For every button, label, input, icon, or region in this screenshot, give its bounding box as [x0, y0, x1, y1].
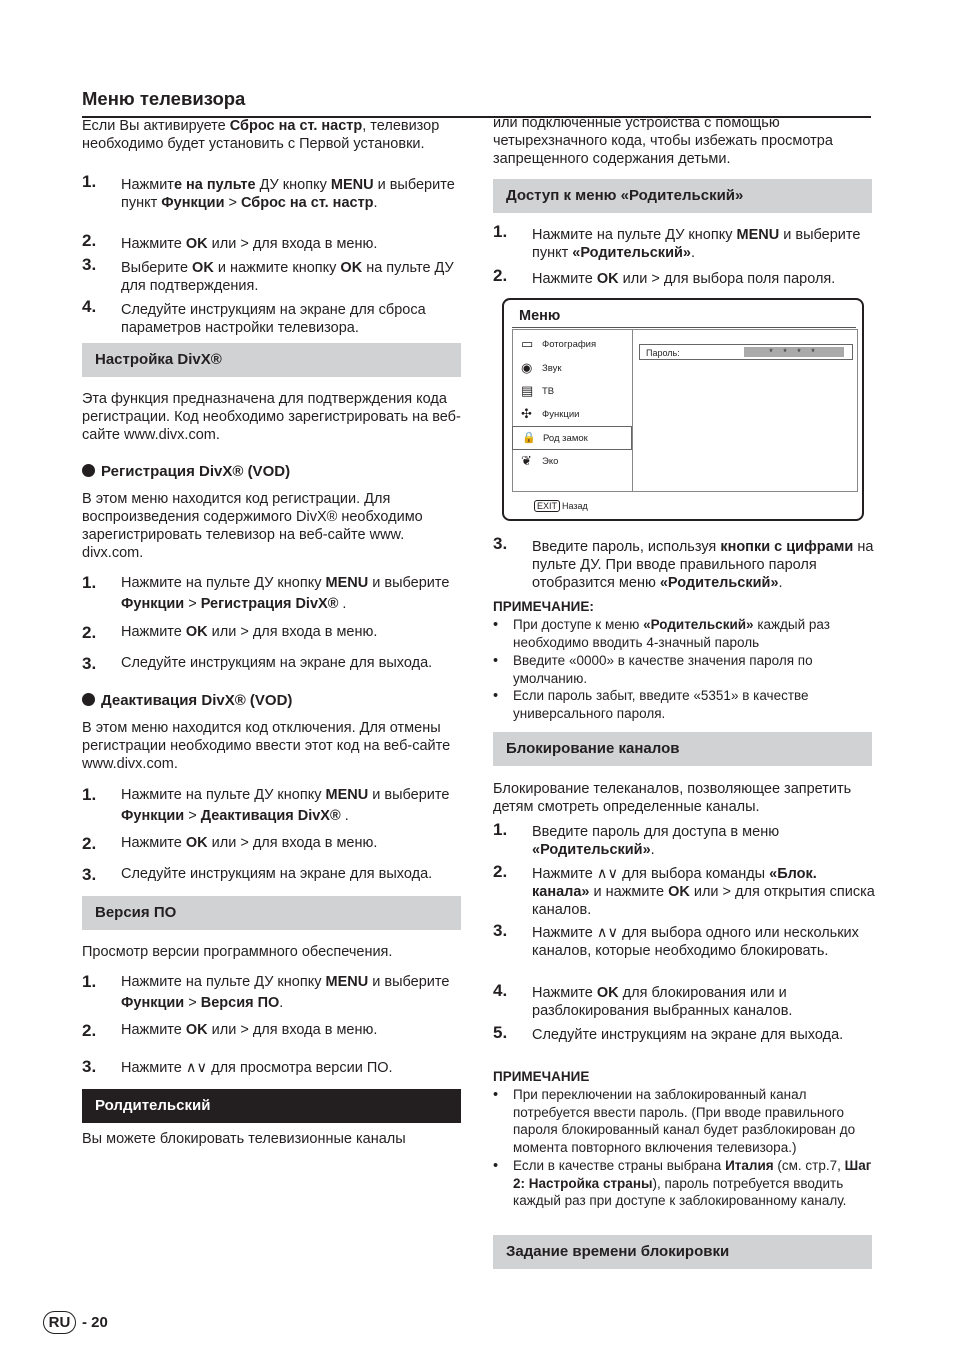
version-section-header: Версия ПО: [82, 896, 461, 930]
up-down-arrows-icon: ∧∨: [596, 866, 619, 882]
bullet-dot-icon: [82, 693, 95, 706]
functions-icon: ✣: [521, 406, 532, 421]
menu-item-tv[interactable]: ▤ ТВ: [521, 383, 555, 398]
reg-description: В этом меню находится код регистрации. Для воспроизведения содержимого DivX® необходимо зарегистрировать телевизор на веб-сайте www. divx.com.: [82, 491, 423, 561]
chevron-right-icon: >: [240, 835, 249, 851]
menu-item-parental-lock[interactable]: 🔒 Род замок: [512, 426, 632, 450]
language-badge: RU: [43, 1311, 76, 1334]
divx-section-header: Настройка DivX®: [82, 343, 461, 377]
up-down-arrows-icon: ∧∨: [185, 1060, 208, 1076]
eco-icon: ❦: [521, 453, 532, 468]
parental-description: Вы можете блокировать телевизионные каналы: [82, 1131, 406, 1147]
tv-icon: ▤: [521, 383, 534, 398]
parental-menu-screenshot: [493, 298, 873, 522]
parental-description-cont: или подключенные устройства с помощью четырехзначного кода, чтобы избежать просмотра запрещенного содержания детьми.: [493, 115, 833, 167]
bullet-dot-icon: [82, 464, 95, 477]
version-description: Просмотр версии программного обеспечения.: [82, 944, 393, 960]
reset-intro: Если Вы активируете Сброс на ст. настр, телевизор необходимо будет установить с Первой установки.: [82, 118, 440, 152]
up-down-arrows-icon: ∧∨: [596, 925, 619, 941]
page-title: Меню телевизора: [82, 88, 246, 109]
menu-window: [502, 298, 864, 521]
photo-icon: ▭: [521, 336, 534, 351]
password-field[interactable]: Пароль: * * * *: [639, 344, 853, 360]
block-section-header: Блокирование каналов: [493, 732, 872, 766]
block-description: Блокирование телеканалов, позволяющее запретить детям смотреть определенные каналы.: [493, 781, 852, 815]
menu-content-panel: [632, 329, 858, 492]
menu-item-eco[interactable]: ❦ Эко: [521, 453, 559, 468]
access-section-header: Доступ к меню «Родительский»: [493, 179, 872, 213]
menu-item-sound[interactable]: ◉ Звук: [521, 360, 562, 375]
note-heading: ПРИМЕЧАНИЕ:: [493, 599, 594, 614]
password-value: * * * *: [744, 347, 844, 357]
sound-icon: ◉: [521, 360, 533, 375]
chevron-right-icon: >: [240, 236, 249, 252]
lock-time-section-header: Задание времени блокировки: [493, 1235, 872, 1269]
divx-description: Эта функция предназначена для подтверждения кода регистрации. Код необходимо зарегистрировать на веб-сайте www.divx.com.: [82, 391, 461, 443]
exit-hint: EXIT Назад: [534, 500, 588, 512]
exit-key: EXIT: [534, 500, 560, 512]
menu-item-functions[interactable]: ✣ Функции: [521, 406, 580, 421]
note2-heading: ПРИМЕЧАНИЕ: [493, 1069, 590, 1084]
menu-title: Меню: [519, 308, 561, 324]
dereg-description: В этом меню находится код отключения. Для отмены регистрации необходимо ввести этот код на веб-сайте www.divx.com.: [82, 720, 451, 772]
menu-item-photo[interactable]: ▭ Фотография: [521, 336, 597, 351]
parental-section-header: Ролдительский: [82, 1089, 461, 1123]
chevron-right-icon: >: [722, 884, 731, 900]
chevron-right-icon: >: [188, 995, 197, 1011]
chevron-right-icon: >: [188, 808, 197, 824]
page-number: - 20: [82, 1314, 108, 1331]
lock-icon: 🔒: [522, 432, 536, 444]
menu-title-divider: [512, 327, 856, 328]
chevron-right-icon: >: [188, 596, 197, 612]
chevron-right-icon: >: [651, 271, 660, 287]
chevron-right-icon: >: [240, 624, 249, 640]
reg-heading: Регистрация DivX® (VOD): [82, 463, 290, 481]
chevron-right-icon: >: [240, 1022, 249, 1038]
dereg-heading: Деактивация DivX® (VOD): [82, 692, 292, 710]
page-footer: [43, 1311, 108, 1335]
chevron-right-icon: >: [228, 195, 237, 211]
